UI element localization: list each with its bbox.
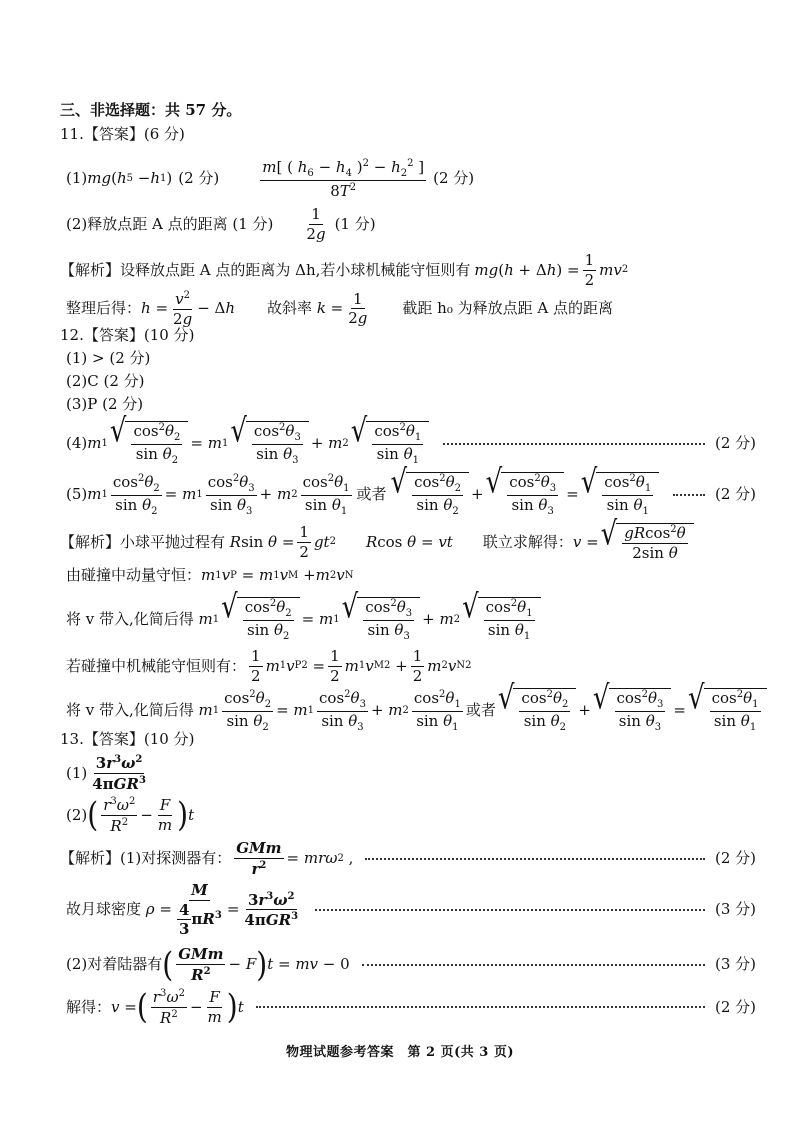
- q13-part1: (1) $\frac{3r^3\omega^2}{4\pi GR^3}$: [66, 754, 146, 793]
- q12-part4: (4) m 1 √ $\frac{\cos^2\theta_2}{\sin \theta_2}$ = m 1 √ $\frac{\cos^2\theta_3}{\sin \theta_3}$ + m 2 √ $\frac{\cos^2\theta_1}{\sin \theta_1}$ (2 分): [66, 412, 756, 466]
- q12-analysis-prefix1: 【解析】小球平抛过程有: [60, 532, 226, 551]
- q13-part1-label: (1): [66, 763, 88, 782]
- q13-analysis-prefix1: 【解析】(1)对探测器有：: [60, 849, 232, 867]
- q12-analysis-prefix5: 将 v 带入,化简后得: [66, 701, 194, 719]
- q12-heading: 12.【答案】(10 分): [60, 326, 195, 344]
- q11-analysis-prefix2: 整理后得：: [66, 299, 142, 317]
- q13-heading: 13.【答案】(10 分): [60, 730, 195, 748]
- q13-part2-label: (2): [66, 805, 88, 824]
- q11-part2-formula: $\frac{1}{2g}$: [306, 205, 326, 243]
- q12-analysis-or: 或者: [465, 701, 496, 719]
- q13-analysis-line4: 解得： v = ( $\frac{r^3\omega^2}{R^2}$ − $\frac{F}{m}$ ) t (2 分): [66, 986, 756, 1027]
- q12-part1: (1) > (2 分): [66, 349, 151, 367]
- q12-analysis-line2: 由碰撞中动量守恒： m 1 v P = m 1 v M + m 2 v N: [66, 566, 354, 584]
- q12-part5-score: (2 分): [714, 485, 756, 503]
- q11-slope-label: 故斜率: [267, 299, 313, 317]
- q12-analysis-text2: 由碰撞中动量守恒：: [66, 566, 202, 584]
- q11-part1-formula-b: $\frac{m[ ( h_6 - h_4 )^2 - h_2^2 ]}{8T^2}$: [262, 158, 425, 200]
- q13-analysis-score2: (3 分): [714, 900, 756, 919]
- q11-part1-formula-a: mg: [87, 169, 112, 188]
- page-footer: 物理试题参考答案 第 2 页(共 3 页): [286, 1045, 514, 1060]
- q13-analysis-score1: (2 分): [714, 849, 756, 867]
- q11-analysis-line2: 整理后得： h = $\frac{v^2}{2g}$ − Δh 故斜率 k = $\frac{1}{2g}$ 截距 h₀ 为释放点距 A 点的距离: [66, 289, 613, 328]
- q13-analysis-prefix2: 故月球密度: [66, 900, 142, 919]
- q11-energy-formula: mg(h + Δh) =: [474, 260, 580, 279]
- q12-part5: (5) m 1 $\frac{\cos^2\theta_2}{\sin \theta_2}$ = m 1 $\frac{\cos^2\theta_3}{\sin \theta_3}$ + m 2 $\frac{\cos^2\theta_1}{\sin \theta_1}$ 或者 √ $\frac{\cos^2\theta_2}{\sin \theta_2}$ + √ $\frac{\cos^2\theta_3}{\sin \theta_3}$ = √ $\frac{\cos^2\theta_1}{\sin \theta_1}$ (2 分): [66, 463, 756, 517]
- q12-part4-label: (4): [66, 434, 88, 452]
- q13-analysis-prefix3: (2)对着陆器有: [66, 955, 163, 973]
- q12-part5-or: 或者: [356, 485, 387, 503]
- q13-analysis-line1: 【解析】(1)对探测器有： $\frac{\text{GMm}}{r^2}$ = mrω 2 , (2 分): [60, 839, 756, 878]
- q11-analysis-line1: 【解析】设释放点距 A 点的距离为 Δh,若小球机械能守恒则有 mg(h + Δh) = $\frac{1}{2}$ mv 2: [60, 251, 629, 289]
- q13-analysis-line3: (2)对着陆器有 ( $\frac{\text{GMm}}{R^2}$ − F ) t = mv − 0 (3 分): [66, 944, 756, 984]
- q12-analysis-line3: 将 v 带入,化简后得 m 1 √ $\frac{\cos^2\theta_2}{\sin \theta_2}$ = m 1 √ $\frac{\cos^2\theta_3}{\sin \theta_3}$ + m 2 √ $\frac{\cos^2\theta_1}{\sin \theta_1}$: [66, 597, 543, 642]
- q12-analysis-prefix3: 将 v 带入,化简后得: [66, 610, 194, 628]
- q11-intercept-text: 截距 h₀ 为释放点距 A 点的距离: [402, 299, 613, 317]
- q13-analysis-prefix4: 解得：: [66, 997, 112, 1016]
- q11-part2: [66, 206, 376, 242]
- q11-analysis-text1: 【解析】设释放点距 A 点的距离为 Δh,若小球机械能守恒则有: [60, 260, 471, 279]
- q12-analysis-mid1: 联立求解得：: [482, 532, 573, 551]
- q11-part1-score-a: (2 分): [178, 169, 220, 188]
- q13-analysis-score4: (2 分): [714, 997, 756, 1016]
- q11-part1-score-b: (2 分): [433, 169, 475, 188]
- q11-part1-label: (1): [66, 169, 88, 188]
- q11-part2-score: (1 分): [334, 214, 376, 233]
- q12-part2: (2)C (2 分): [66, 372, 145, 390]
- q12-part3: (3)P (2 分): [66, 395, 144, 413]
- q12-analysis-line5: 将 v 带入,化简后得 m 1 $\frac{\cos^2\theta_2}{\sin \theta_2}$ = m 1 $\frac{\cos^2\theta_3}{\sin \theta_3}$ + m 2 $\frac{\cos^2\theta_1}{\sin \theta_1}$ 或者 √ $\frac{\cos^2\theta_2}{\sin \theta_2}$ + √ $\frac{\cos^2\theta_3}{\sin \theta_3}$ = √ $\frac{\cos^2\theta_1}{\sin \theta_1}$: [66, 688, 769, 733]
- section-title: 三、非选择题：共 57 分。: [60, 101, 242, 119]
- q12-part4-score: (2 分): [714, 434, 756, 452]
- q13-analysis-score3: (3 分): [714, 955, 756, 973]
- q13-part2: (2) ( $\frac{r^3\omega^2}{R^2}$ − $\frac{F}{m}$ ) t: [66, 794, 195, 835]
- q12-analysis-line4: 若碰撞中机械能守恒则有： $\frac{1}{2}$ m 1 v P 2 = $\frac{1}{2}$ m 1 v M 2 + $\frac{1}{2}$ m 2 v N 2: [66, 647, 472, 685]
- q11-part2-text: (2)释放点距 A 点的距离 (1 分): [66, 214, 274, 233]
- q12-analysis-line1: 【解析】小球平抛过程有 R sin θ = $\frac{1}{2}$ gt 2 R cos θ = vt 联立求解得： v = √ $\frac{gRcos^2\theta}{\text{2sin θ}}$: [60, 523, 696, 561]
- q13-analysis-line2: 故月球密度 ρ = M $\frac{4}{3}$ $\pi R^3$ = $\frac{3r^3\omega^2}{4\pi GR^3}$ (3 分): [66, 881, 756, 938]
- q12-part5-label: (5): [66, 485, 88, 503]
- q12-analysis-prefix4: 若碰撞中机械能守恒则有：: [66, 656, 247, 675]
- q11-part1: (1) mg ( h 5 − h 1 ) (2 分) $\frac{m[ ( h_6 - h_4 )^2 - h_2^2 ]}{8T^2}$ (2 分): [66, 158, 475, 200]
- q11-heading: 11.【答案】(6 分): [60, 125, 185, 143]
